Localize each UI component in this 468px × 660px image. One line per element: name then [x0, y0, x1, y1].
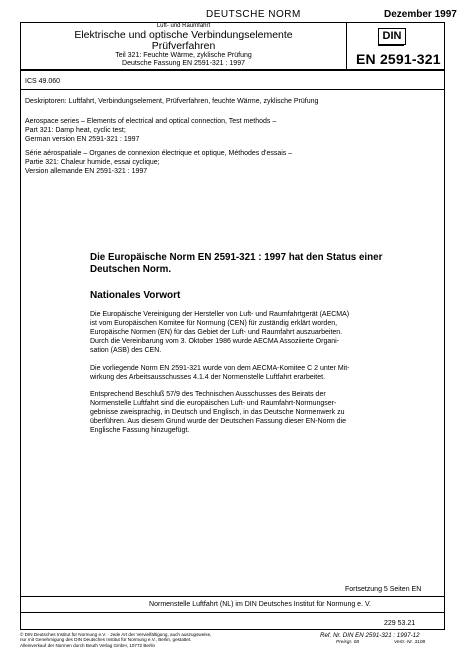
title-line-1: Elektrische und optische Verbindungselemente: [74, 29, 293, 41]
order-divider: [20, 612, 445, 613]
french-line-2: Partie 321: Chaleur humide, essai cyclique;: [25, 159, 160, 166]
publication-date: Dezember 1997: [384, 9, 457, 20]
descriptors: Deskriptoren: Luftfahrt, Verbindungselement, Prüfverfahren, feuchte Wärme, zyklische Prüfung: [25, 98, 319, 105]
p3-line-3: gebnisse zweisprachig, in Deutsch und Englisch, in das Deutsche Normenwerk zu: [90, 409, 345, 416]
distribution-number: Vertr.-Nr. 3108: [394, 640, 426, 645]
english-line-1: Aerospace series – Elements of electrical and optical connection, Test methods –: [25, 118, 277, 125]
english-line-3: German version EN 2591-321 : 1997: [25, 136, 140, 143]
p1-line-5: sation (ASB) des CEN.: [90, 347, 162, 354]
committee-name: Normenstelle Luftfahrt (NL) im DIN Deutsches Institut für Normung e. V.: [149, 601, 371, 608]
p3-line-2: Normenstelle Luftfahrt sind die europäischen Luft- und Raumfahrt-Normungser-: [90, 400, 337, 407]
p1-line-2: ist vom Europäischen Komitee für Normung (CEN) für zuständig erklärt worden,: [90, 320, 338, 327]
p1-line-3: Europäische Normen (EN) für das Gebiet der Luft- und Raumfahrt auszuarbeiten.: [90, 329, 343, 336]
p1-line-1: Die Europäische Vereinigung der Hersteller von Luft- und Raumfahrtgerät (AECMA): [90, 311, 350, 318]
english-line-2: Part 321: Damp heat, cyclic test;: [25, 127, 126, 134]
p2-line-2: wirkung des Arbeitsausschusses 4.1.4 der Normenstelle Luftfahrt erarbeitet.: [90, 374, 326, 381]
copyright-line-3: Alleinverkauf der Normen durch Beuth Verlag GmbH, 10772 Berlin: [20, 642, 156, 648]
p1-line-4: Durch die Vereinbarung vom 3. Oktober 1986 wurde AECMA Assoziierte Organi-: [90, 338, 340, 345]
foreword-paragraph-2: [90, 364, 432, 382]
title-text-group: [21, 23, 346, 68]
p3-line-5: Englische Fassung hinzugefügt.: [90, 427, 190, 434]
french-title: [25, 149, 292, 176]
title-line-2: Prüfverfahren: [151, 40, 216, 52]
status-line-2: Deutschen Norm.: [90, 264, 172, 275]
ics-code: ICS 49.060: [25, 78, 61, 85]
field-label: Luft- und Raumfahrt: [156, 23, 211, 29]
status-line-1: Die Europäische Norm EN 2591-321 : 1997 hat den Status einer: [90, 252, 383, 263]
standard-number: EN 2591-321: [356, 51, 441, 67]
version-title: Deutsche Fassung EN 2591-321 : 1997: [122, 60, 245, 67]
din-logo-bar: [378, 44, 404, 46]
p3-line-4: überführen. Aus diesem Grund wurde der Deutschen Fassung dieser EN-Norm die: [90, 418, 347, 425]
bottom-divider: [20, 596, 445, 597]
din-logo: DIN: [378, 28, 406, 45]
title-divider: [346, 22, 347, 70]
order-number: 229 53.21: [384, 620, 416, 627]
status-statement: [90, 252, 430, 276]
copyright-line-2: nur mit Genehmigung des DIN Deutsches Institut für Normung e.V., Berlin, gestattet.: [20, 637, 192, 643]
english-title: [25, 117, 276, 144]
price-group: Preisgr. 08: [336, 640, 360, 645]
ics-divider: [20, 89, 445, 90]
reference-number: Ref. Nr. DIN EN 2591-321 : 1997-12: [320, 632, 420, 639]
french-line-1: Série aérospatiale – Organes de connexion électrique et optique, Méthodes d'essais –: [25, 150, 293, 157]
part-title: Teil 321: Feuchte Wärme, zyklische Prüfung: [115, 52, 252, 59]
copyright-line-1: © DIN Deutsches Institut für Normung e.V. · Jede Art der Vervielfältigung, auch auszugsweise,: [20, 632, 212, 637]
foreword-heading: Nationales Vorwort: [90, 290, 181, 301]
p3-line-1: Entsprechend Beschluß 57/9 des Technischen Ausschusses des Beirats der: [90, 391, 326, 398]
french-line-3: Version allemande EN 2591-321 : 1997: [25, 168, 148, 175]
p2-line-1: Die vorliegende Norm EN 2591-321 wurde von dem AECMA-Komitee C 2 unter Mit-: [90, 365, 350, 372]
copyright-notice: [20, 632, 250, 648]
continuation-note: Fortsetzung 5 Seiten EN: [345, 586, 422, 593]
standard-label: DEUTSCHE NORM: [206, 9, 301, 20]
foreword-paragraph-3: [90, 390, 432, 435]
foreword-paragraph-1: [90, 310, 432, 355]
